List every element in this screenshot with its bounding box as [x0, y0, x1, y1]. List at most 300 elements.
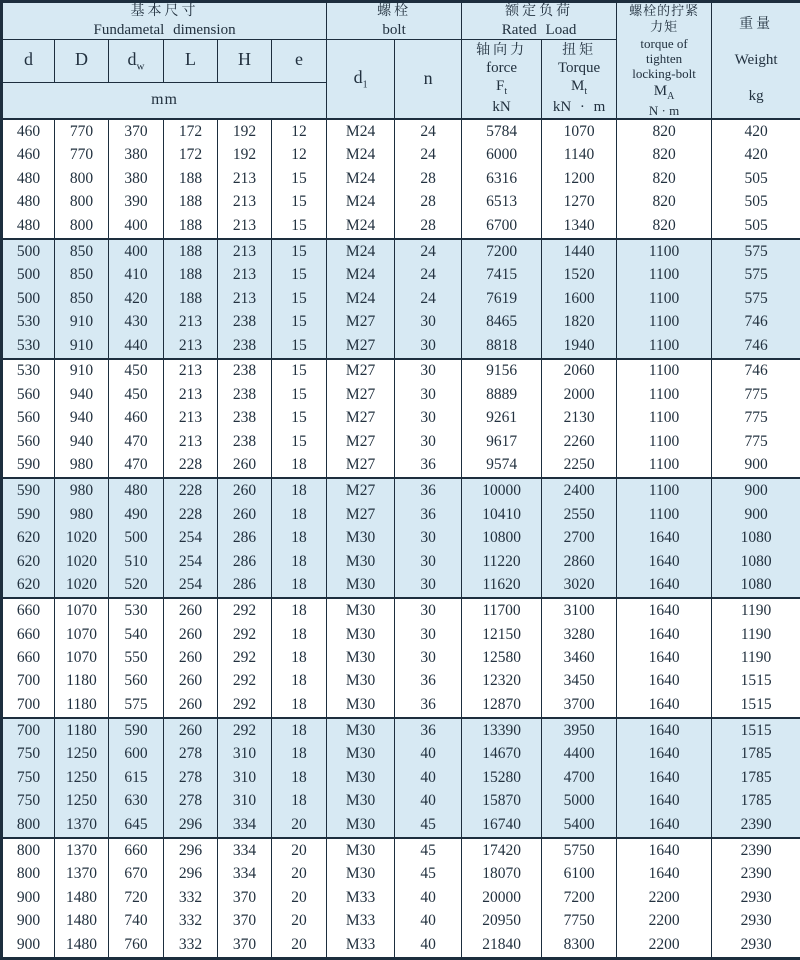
cell-dw: 575	[109, 693, 164, 718]
table-row	[2, 862, 800, 885]
cell-n: 28	[395, 191, 462, 214]
cell-d1: M24	[327, 239, 395, 264]
cell-e: 15	[272, 191, 327, 214]
cell-e: 20	[272, 909, 327, 932]
cell-torque_kNm: 2130	[542, 407, 617, 430]
cell-L: 228	[164, 454, 218, 479]
cell-tightening_torque_Nm: 1640	[617, 623, 712, 646]
cell-L: 260	[164, 623, 218, 646]
table-row	[2, 838, 800, 863]
cell-dw: 600	[109, 743, 164, 766]
cell-L: 296	[164, 838, 218, 863]
cell-H: 213	[218, 167, 272, 190]
cell-tightening_torque_Nm: 1100	[617, 287, 712, 310]
cell-d: 750	[2, 743, 55, 766]
cell-dw: 450	[109, 359, 164, 384]
cell-d: 620	[2, 573, 55, 598]
header-weight	[712, 2, 800, 120]
table-row	[2, 623, 800, 646]
force-zh: 轴向力	[476, 42, 528, 58]
cell-D: 850	[55, 239, 109, 264]
cell-D: 1070	[55, 623, 109, 646]
cell-e: 12	[272, 119, 327, 144]
cell-n: 24	[395, 264, 462, 287]
cell-d: 750	[2, 790, 55, 813]
cell-e: 18	[272, 527, 327, 550]
cell-tightening_torque_Nm: 820	[617, 167, 712, 190]
cell-force_kN: 7619	[462, 287, 542, 310]
cell-weight_kg: 2930	[712, 909, 800, 932]
table-row	[2, 693, 800, 718]
cell-torque_kNm: 4700	[542, 766, 617, 789]
cell-D: 1370	[55, 838, 109, 863]
col-header-L: L	[164, 39, 218, 82]
cell-torque_kNm: 2000	[542, 383, 617, 406]
locking-symbol: $M_A$	[653, 82, 675, 102]
cell-d: 700	[2, 718, 55, 743]
cell-H: 213	[218, 214, 272, 239]
cell-d1: M24	[327, 191, 395, 214]
cell-torque_kNm: 3280	[542, 623, 617, 646]
cell-torque_kNm: 1340	[542, 214, 617, 239]
cell-weight_kg: 746	[712, 334, 800, 359]
cell-D: 770	[55, 144, 109, 167]
cell-H: 310	[218, 743, 272, 766]
cell-dw: 490	[109, 503, 164, 526]
cell-n: 30	[395, 646, 462, 669]
cell-d: 750	[2, 766, 55, 789]
cell-d: 700	[2, 693, 55, 718]
cell-d1: M27	[327, 430, 395, 453]
cell-weight_kg: 1785	[712, 766, 800, 789]
cell-d1: M27	[327, 503, 395, 526]
cell-d1: M30	[327, 838, 395, 863]
cell-d1: M27	[327, 454, 395, 479]
cell-weight_kg: 575	[712, 264, 800, 287]
cell-tightening_torque_Nm: 1100	[617, 454, 712, 479]
table-row	[2, 334, 800, 359]
cell-dw: 590	[109, 718, 164, 743]
cell-force_kN: 10410	[462, 503, 542, 526]
cell-force_kN: 8889	[462, 383, 542, 406]
cell-tightening_torque_Nm: 1640	[617, 766, 712, 789]
table-row	[2, 766, 800, 789]
col-header-force	[462, 39, 542, 119]
cell-d: 900	[2, 909, 55, 932]
cell-d: 590	[2, 478, 55, 503]
cell-H: 238	[218, 310, 272, 333]
cell-dw: 670	[109, 862, 164, 885]
cell-D: 1480	[55, 909, 109, 932]
cell-H: 260	[218, 478, 272, 503]
header-locking-torque	[617, 2, 712, 120]
cell-force_kN: 18070	[462, 862, 542, 885]
table-row	[2, 527, 800, 550]
locking-unit: N · m	[648, 102, 680, 118]
cell-d: 800	[2, 813, 55, 838]
cell-torque_kNm: 2700	[542, 527, 617, 550]
cell-H: 238	[218, 383, 272, 406]
cell-tightening_torque_Nm: 1100	[617, 310, 712, 333]
table-row	[2, 886, 800, 909]
cell-e: 18	[272, 598, 327, 623]
cell-D: 770	[55, 119, 109, 144]
cell-weight_kg: 420	[712, 144, 800, 167]
cell-force_kN: 15280	[462, 766, 542, 789]
cell-n: 36	[395, 693, 462, 718]
cell-dw: 560	[109, 670, 164, 693]
table-row	[2, 144, 800, 167]
dimension-unit-cell: mm	[2, 82, 327, 119]
cell-weight_kg: 1080	[712, 527, 800, 550]
load-group-zh: 额定负荷	[505, 4, 574, 19]
cell-e: 20	[272, 838, 327, 863]
cell-weight_kg: 746	[712, 310, 800, 333]
cell-d: 590	[2, 503, 55, 526]
table-body	[2, 119, 800, 959]
cell-H: 334	[218, 838, 272, 863]
cell-torque_kNm: 1520	[542, 264, 617, 287]
cell-weight_kg: 900	[712, 478, 800, 503]
cell-dw: 450	[109, 383, 164, 406]
cell-e: 18	[272, 623, 327, 646]
cell-weight_kg: 2390	[712, 813, 800, 838]
cell-weight_kg: 1080	[712, 550, 800, 573]
cell-tightening_torque_Nm: 1640	[617, 790, 712, 813]
header-group-row	[2, 2, 800, 40]
cell-H: 370	[218, 909, 272, 932]
table-row	[2, 359, 800, 384]
cell-e: 20	[272, 933, 327, 959]
cell-d1: M24	[327, 144, 395, 167]
cell-dw: 550	[109, 646, 164, 669]
cell-H: 334	[218, 862, 272, 885]
cell-L: 260	[164, 598, 218, 623]
cell-tightening_torque_Nm: 1640	[617, 598, 712, 623]
cell-force_kN: 6316	[462, 167, 542, 190]
cell-D: 1020	[55, 527, 109, 550]
cell-d1: M30	[327, 743, 395, 766]
cell-D: 1480	[55, 886, 109, 909]
cell-e: 18	[272, 743, 327, 766]
weight-en: Weight	[734, 52, 778, 69]
cell-torque_kNm: 3020	[542, 573, 617, 598]
cell-L: 213	[164, 310, 218, 333]
cell-e: 18	[272, 503, 327, 526]
torque-symbol: $M_t$	[571, 78, 588, 97]
cell-H: 213	[218, 239, 272, 264]
cell-e: 20	[272, 813, 327, 838]
cell-torque_kNm: 7200	[542, 886, 617, 909]
cell-H: 192	[218, 144, 272, 167]
cell-L: 188	[164, 167, 218, 190]
cell-force_kN: 20000	[462, 886, 542, 909]
cell-weight_kg: 420	[712, 119, 800, 144]
cell-e: 20	[272, 862, 327, 885]
cell-dw: 720	[109, 886, 164, 909]
cell-d: 460	[2, 144, 55, 167]
table-row	[2, 646, 800, 669]
col-header-n: n	[395, 39, 462, 119]
cell-torque_kNm: 1940	[542, 334, 617, 359]
cell-n: 24	[395, 287, 462, 310]
cell-n: 30	[395, 623, 462, 646]
cell-dw: 410	[109, 264, 164, 287]
cell-tightening_torque_Nm: 1640	[617, 862, 712, 885]
cell-force_kN: 6700	[462, 214, 542, 239]
cell-e: 15	[272, 167, 327, 190]
cell-tightening_torque_Nm: 820	[617, 214, 712, 239]
cell-tightening_torque_Nm: 1100	[617, 239, 712, 264]
cell-L: 188	[164, 264, 218, 287]
cell-d1: M30	[327, 766, 395, 789]
cell-weight_kg: 1785	[712, 790, 800, 813]
cell-weight_kg: 2390	[712, 838, 800, 863]
cell-e: 15	[272, 214, 327, 239]
cell-tightening_torque_Nm: 820	[617, 191, 712, 214]
cell-weight_kg: 775	[712, 407, 800, 430]
cell-tightening_torque_Nm: 2200	[617, 886, 712, 909]
cell-weight_kg: 575	[712, 239, 800, 264]
cell-n: 30	[395, 407, 462, 430]
cell-force_kN: 11700	[462, 598, 542, 623]
cell-force_kN: 5784	[462, 119, 542, 144]
locking-zh-line2: 力矩	[650, 19, 679, 35]
cell-torque_kNm: 2250	[542, 454, 617, 479]
cell-L: 296	[164, 813, 218, 838]
cell-H: 286	[218, 573, 272, 598]
cell-n: 36	[395, 478, 462, 503]
force-en: force	[486, 60, 517, 76]
cell-d1: M27	[327, 310, 395, 333]
cell-tightening_torque_Nm: 2200	[617, 909, 712, 932]
cell-D: 1370	[55, 813, 109, 838]
cell-d: 900	[2, 933, 55, 959]
cell-d: 620	[2, 527, 55, 550]
cell-H: 260	[218, 454, 272, 479]
cell-tightening_torque_Nm: 1100	[617, 503, 712, 526]
cell-D: 1180	[55, 670, 109, 693]
cell-e: 15	[272, 264, 327, 287]
cell-d: 660	[2, 646, 55, 669]
cell-d1: M30	[327, 623, 395, 646]
cell-H: 292	[218, 670, 272, 693]
cell-L: 260	[164, 670, 218, 693]
cell-torque_kNm: 1820	[542, 310, 617, 333]
table-row	[2, 119, 800, 144]
cell-H: 213	[218, 287, 272, 310]
cell-weight_kg: 775	[712, 430, 800, 453]
cell-d1: M30	[327, 550, 395, 573]
cell-D: 1020	[55, 550, 109, 573]
cell-n: 36	[395, 454, 462, 479]
cell-d: 800	[2, 838, 55, 863]
cell-e: 18	[272, 454, 327, 479]
cell-e: 15	[272, 430, 327, 453]
cell-L: 260	[164, 693, 218, 718]
cell-n: 30	[395, 359, 462, 384]
cell-torque_kNm: 5750	[542, 838, 617, 863]
cell-force_kN: 17420	[462, 838, 542, 863]
cell-D: 1180	[55, 693, 109, 718]
cell-torque_kNm: 5000	[542, 790, 617, 813]
cell-d1: M30	[327, 813, 395, 838]
cell-L: 213	[164, 430, 218, 453]
cell-torque_kNm: 4400	[542, 743, 617, 766]
cell-n: 40	[395, 790, 462, 813]
cell-L: 260	[164, 646, 218, 669]
table-row	[2, 790, 800, 813]
cell-d: 530	[2, 359, 55, 384]
cell-tightening_torque_Nm: 1640	[617, 573, 712, 598]
cell-d1: M24	[327, 119, 395, 144]
header-bolt-group	[327, 2, 462, 40]
cell-dw: 380	[109, 167, 164, 190]
cell-dw: 630	[109, 790, 164, 813]
col-header-H: H	[218, 39, 272, 82]
cell-d: 660	[2, 623, 55, 646]
cell-L: 213	[164, 407, 218, 430]
cell-e: 18	[272, 790, 327, 813]
cell-e: 15	[272, 287, 327, 310]
cell-weight_kg: 575	[712, 287, 800, 310]
cell-force_kN: 11620	[462, 573, 542, 598]
cell-D: 800	[55, 191, 109, 214]
cell-H: 238	[218, 407, 272, 430]
cell-n: 24	[395, 144, 462, 167]
table-row	[2, 478, 800, 503]
cell-e: 15	[272, 310, 327, 333]
cell-weight_kg: 1190	[712, 623, 800, 646]
cell-torque_kNm: 3100	[542, 598, 617, 623]
cell-D: 910	[55, 359, 109, 384]
cell-L: 278	[164, 790, 218, 813]
cell-e: 15	[272, 334, 327, 359]
cell-e: 15	[272, 383, 327, 406]
cell-n: 36	[395, 503, 462, 526]
cell-H: 310	[218, 790, 272, 813]
cell-e: 18	[272, 573, 327, 598]
cell-d: 900	[2, 886, 55, 909]
cell-L: 278	[164, 743, 218, 766]
cell-d1: M30	[327, 862, 395, 885]
col-header-dw: $d_w$	[109, 39, 164, 82]
col-header-D: D	[55, 39, 109, 82]
cell-force_kN: 10800	[462, 527, 542, 550]
cell-dw: 470	[109, 454, 164, 479]
cell-d: 560	[2, 407, 55, 430]
cell-force_kN: 9574	[462, 454, 542, 479]
cell-d1: M27	[327, 383, 395, 406]
cell-d1: M30	[327, 693, 395, 718]
table-row	[2, 813, 800, 838]
table-row	[2, 454, 800, 479]
cell-dw: 390	[109, 191, 164, 214]
cell-D: 850	[55, 264, 109, 287]
cell-D: 800	[55, 167, 109, 190]
cell-L: 254	[164, 573, 218, 598]
cell-dw: 380	[109, 144, 164, 167]
table-row	[2, 670, 800, 693]
cell-dw: 530	[109, 598, 164, 623]
cell-L: 213	[164, 359, 218, 384]
cell-force_kN: 14670	[462, 743, 542, 766]
cell-dw: 420	[109, 287, 164, 310]
cell-n: 30	[395, 598, 462, 623]
cell-dw: 500	[109, 527, 164, 550]
cell-weight_kg: 1190	[712, 646, 800, 669]
cell-D: 910	[55, 334, 109, 359]
cell-torque_kNm: 3460	[542, 646, 617, 669]
cell-L: 188	[164, 239, 218, 264]
cell-dw: 520	[109, 573, 164, 598]
cell-n: 40	[395, 933, 462, 959]
load-group-en: Rated Load	[501, 21, 577, 38]
cell-force_kN: 12320	[462, 670, 542, 693]
cell-L: 188	[164, 214, 218, 239]
locking-en-line3: locking-bolt	[632, 66, 696, 82]
cell-d: 560	[2, 383, 55, 406]
cell-d1: M30	[327, 646, 395, 669]
locking-zh-line1: 螺栓的拧紧	[629, 3, 700, 19]
table-row	[2, 407, 800, 430]
cell-H: 334	[218, 813, 272, 838]
cell-e: 18	[272, 718, 327, 743]
cell-d1: M30	[327, 527, 395, 550]
cell-weight_kg: 505	[712, 191, 800, 214]
cell-torque_kNm: 3950	[542, 718, 617, 743]
cell-H: 292	[218, 646, 272, 669]
dimension-group-en: Fundametal dimension	[93, 21, 236, 38]
cell-n: 45	[395, 862, 462, 885]
table-row	[2, 718, 800, 743]
col-header-d: d	[2, 39, 55, 82]
cell-dw: 400	[109, 239, 164, 264]
table-row	[2, 310, 800, 333]
cell-H: 238	[218, 359, 272, 384]
cell-weight_kg: 505	[712, 167, 800, 190]
cell-H: 292	[218, 693, 272, 718]
cell-d1: M24	[327, 167, 395, 190]
cell-weight_kg: 900	[712, 454, 800, 479]
cell-force_kN: 8465	[462, 310, 542, 333]
cell-weight_kg: 1080	[712, 573, 800, 598]
cell-n: 36	[395, 718, 462, 743]
cell-e: 15	[272, 239, 327, 264]
cell-tightening_torque_Nm: 1640	[617, 527, 712, 550]
table-row	[2, 264, 800, 287]
cell-D: 980	[55, 478, 109, 503]
weight-zh: 重量	[739, 17, 774, 33]
cell-D: 1020	[55, 573, 109, 598]
cell-d: 590	[2, 454, 55, 479]
cell-torque_kNm: 3700	[542, 693, 617, 718]
cell-dw: 370	[109, 119, 164, 144]
cell-L: 172	[164, 119, 218, 144]
cell-weight_kg: 1515	[712, 693, 800, 718]
col-header-d1: $d_1$	[327, 39, 395, 119]
torque-en: Torque	[557, 60, 601, 76]
cell-d: 460	[2, 119, 55, 144]
header-dimension-group	[2, 2, 327, 40]
table-row	[2, 430, 800, 453]
cell-d: 620	[2, 550, 55, 573]
cell-tightening_torque_Nm: 1100	[617, 478, 712, 503]
cell-d: 660	[2, 598, 55, 623]
cell-torque_kNm: 2550	[542, 503, 617, 526]
cell-force_kN: 9261	[462, 407, 542, 430]
cell-torque_kNm: 1440	[542, 239, 617, 264]
